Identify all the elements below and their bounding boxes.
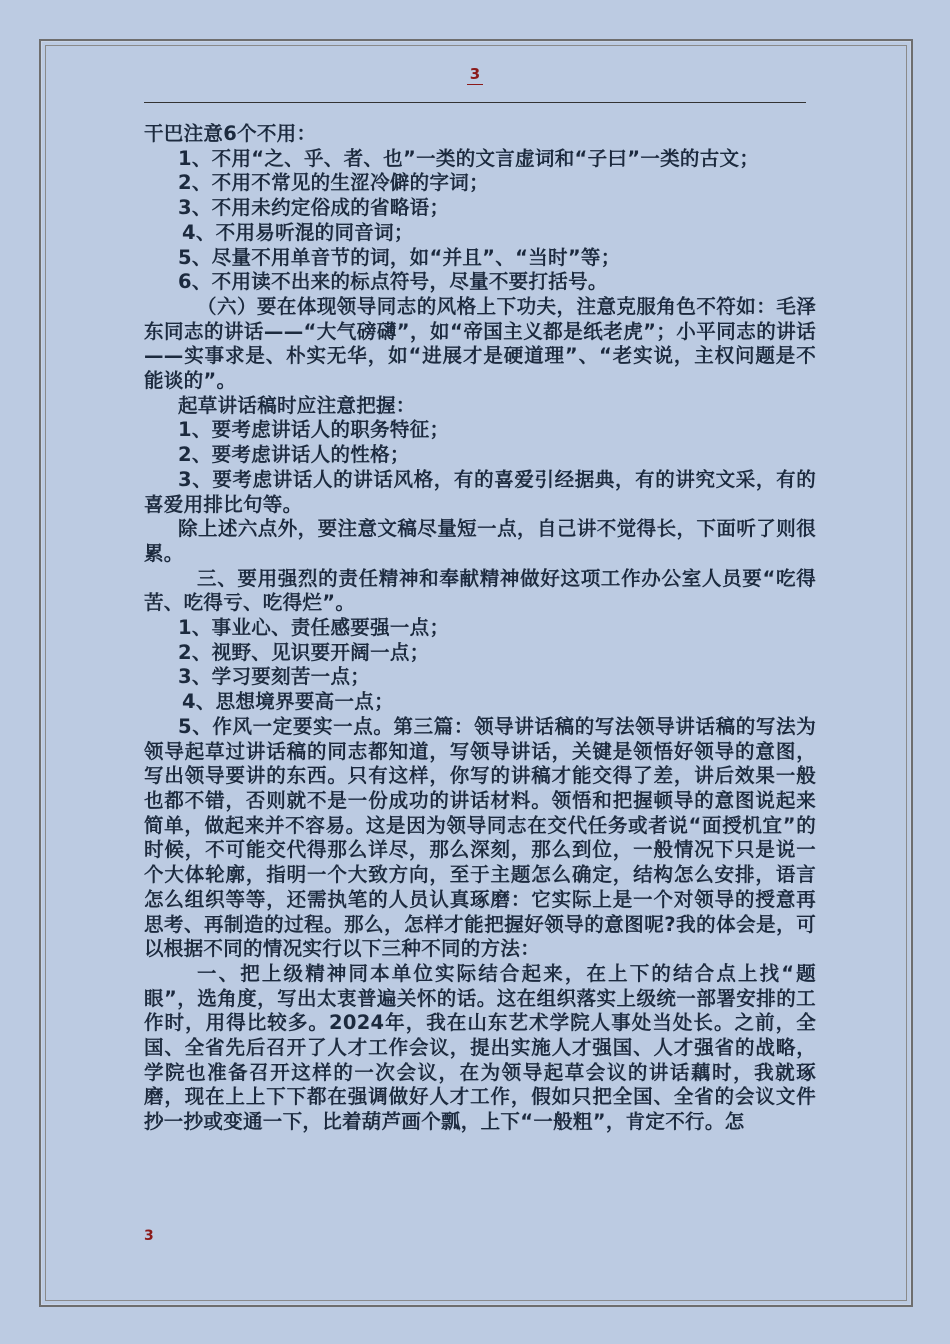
paragraph: 干巴注意6个不用： bbox=[144, 122, 317, 145]
document-body bbox=[144, 122, 816, 1135]
header-page-number: 3 bbox=[467, 64, 483, 85]
paragraph: 1、事业心、责任感要强一点； bbox=[178, 616, 450, 640]
paragraph: 2、不用不常见的生涩冷僻的字词； bbox=[178, 171, 489, 195]
paragraph: 6、不用读不出来的标点符号，尽量不要打括号。 bbox=[178, 270, 608, 294]
paragraph: 4、思想境界要高一点； bbox=[182, 690, 394, 714]
paragraph: 4、不用易听混的同音词； bbox=[182, 220, 414, 244]
paragraph: 1、要考虑讲话人的职务特征； bbox=[178, 418, 450, 442]
paragraph: 5、尽量不用单音节的词，如“并且”、“当时”等； bbox=[178, 245, 621, 269]
paragraph: 3、学习要刻苦一点； bbox=[178, 665, 371, 689]
paragraph: 三、要用强烈的责任精神和奉献精神做好这项工作办公室人员要“吃得苦、吃得亏、吃得烂”。 bbox=[144, 566, 816, 615]
paragraph: 2、视野、见识要开阔一点； bbox=[178, 640, 430, 664]
footer-page-number: 3 bbox=[144, 1228, 154, 1244]
paragraph: 5、作风一定要实一点。第三篇：领导讲话稿的写法领导讲话稿的写法为领导起草过讲话稿的同志都知道，写领导讲话，关键是领悟好领导的意图，写出领导要讲的东西。只有这样，你写的讲稿才能交得了差，讲后效果一般也都不错，否则就不是一份成功的讲话材料。领悟和把握顿导的意图说起来简单，做起来并不容易。这是因为领导同志在交代任务或者说“面授机宜”的时候，不可能交代得那么详尽，那么深刻，那么到位，一般情况下只是说一个大体轮廓，指明一个大致方向，至于主题怎么确定，结构怎么安排，语言怎么组织等等，还需执笔的人员认真琢磨：它实际上是一个对领导的授意再思考、再制造的过程。那么，怎样才能把握好领导的意图呢?我的体会是，可以根据不同的情况实行以下三种不同的方法： bbox=[144, 714, 816, 961]
paragraph: 3、不用未约定俗成的省略语； bbox=[178, 196, 450, 220]
paragraph: 1、不用“之、乎、者、也”一类的文言虚词和“子曰”一类的古文； bbox=[178, 146, 760, 170]
paragraph: 一、把上级精神同本单位实际结合起来，在上下的结合点上找“题眼”，选角度，写出太衷普遍关怀的话。这在组织落实上级统一部署安排的工作时，用得比较多。2024年，我在山东艺术学院人事处当处长。之前，全国、全省先后召开了人才工作会议，提出实施人才强国、人才强省的战略，学院也准备召开这样的一次会议，在为领导起草会议的讲话藕时，我就琢磨，现在上上下下都在强调做好人才工作，假如只把全国、全省的会议文件抄一抄或变通一下，比着葫芦画个瓢，上下“一般粗”，肯定不行。怎 bbox=[144, 961, 816, 1134]
header-divider bbox=[144, 102, 806, 103]
paragraph: 2、要考虑讲话人的性格； bbox=[178, 443, 410, 467]
paragraph: 除上述六点外，要注意文稿尽量短一点，自己讲不觉得长，下面听了则很累。 bbox=[144, 517, 816, 565]
paragraph: （六）要在体现领导同志的风格上下功夫，注意克服角色不符如：毛泽东同志的讲话——“大气磅礴”，如“帝国主义都是纸老虎”；小平同志的讲话——实事求是、朴实无华，如“进展才是硬道理”、“老实说，主权问题是不能谈的”。 bbox=[144, 294, 816, 393]
paragraph: 3、要考虑讲话人的讲话风格，有的喜爱引经据典，有的讲究文采，有的喜爱用排比句等。 bbox=[144, 467, 816, 516]
paragraph: 起草讲话稿时应注意把握： bbox=[178, 393, 416, 417]
